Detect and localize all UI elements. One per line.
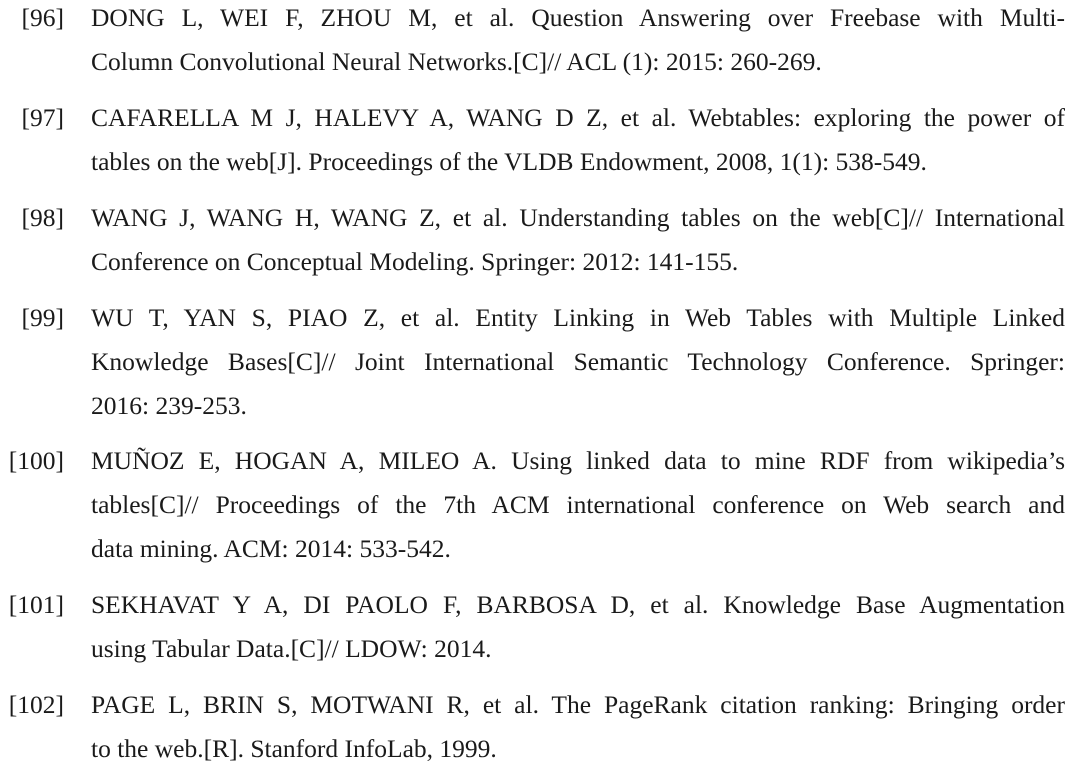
- reference-number: [96]: [21, 3, 64, 32]
- reference-number: [99]: [21, 303, 64, 332]
- reference-line: 2016: 239-253.: [91, 391, 247, 420]
- reference-line: data mining. ACM: 2014: 533-542.: [91, 534, 451, 563]
- reference-line: Conference on Conceptual Modeling. Springer: 2012: 141-155.: [91, 247, 739, 276]
- reference-number: [98]: [21, 203, 64, 232]
- reference-line: SEKHAVAT Y A, DI PAOLO F, BARBOSA D, et al. Knowledge Base Augmentation: [91, 590, 1065, 619]
- reference-number: [97]: [21, 103, 64, 132]
- reference-line: tables[C]// Proceedings of the 7th ACM international conference on Web search and: [91, 490, 1065, 519]
- reference-line: PAGE L, BRIN S, MOTWANI R, et al. The PageRank citation ranking: Bringing order: [91, 690, 1065, 719]
- reference-line: DONG L, WEI F, ZHOU M, et al. Question Answering over Freebase with Multi-: [91, 3, 1065, 32]
- reference-line: MUÑOZ E, HOGAN A, MILEO A. Using linked data to mine RDF from wikipedia’s: [91, 446, 1065, 475]
- reference-line: Knowledge Bases[C]// Joint International Semantic Technology Conference. Springer:: [91, 347, 1065, 376]
- reference-line: using Tabular Data.[C]// LDOW: 2014.: [91, 634, 492, 663]
- reference-line: CAFARELLA M J, HALEVY A, WANG D Z, et al. Webtables: exploring the power of: [91, 103, 1065, 132]
- reference-line: tables on the web[J]. Proceedings of the VLDB Endowment, 2008, 1(1): 538-549.: [91, 147, 927, 176]
- reference-line: WU T, YAN S, PIAO Z, et al. Entity Linking in Web Tables with Multiple Linked: [91, 303, 1065, 332]
- reference-line: WANG J, WANG H, WANG Z, et al. Understanding tables on the web[C]// International: [91, 203, 1065, 232]
- reference-number: [100]: [8, 446, 64, 475]
- reference-number: [101]: [8, 590, 64, 619]
- reference-line: to the web.[R]. Stanford InfoLab, 1999.: [91, 734, 497, 763]
- reference-number: [102]: [8, 690, 64, 719]
- reference-line: Column Convolutional Neural Networks.[C]// ACL (1): 2015: 260-269.: [91, 47, 822, 76]
